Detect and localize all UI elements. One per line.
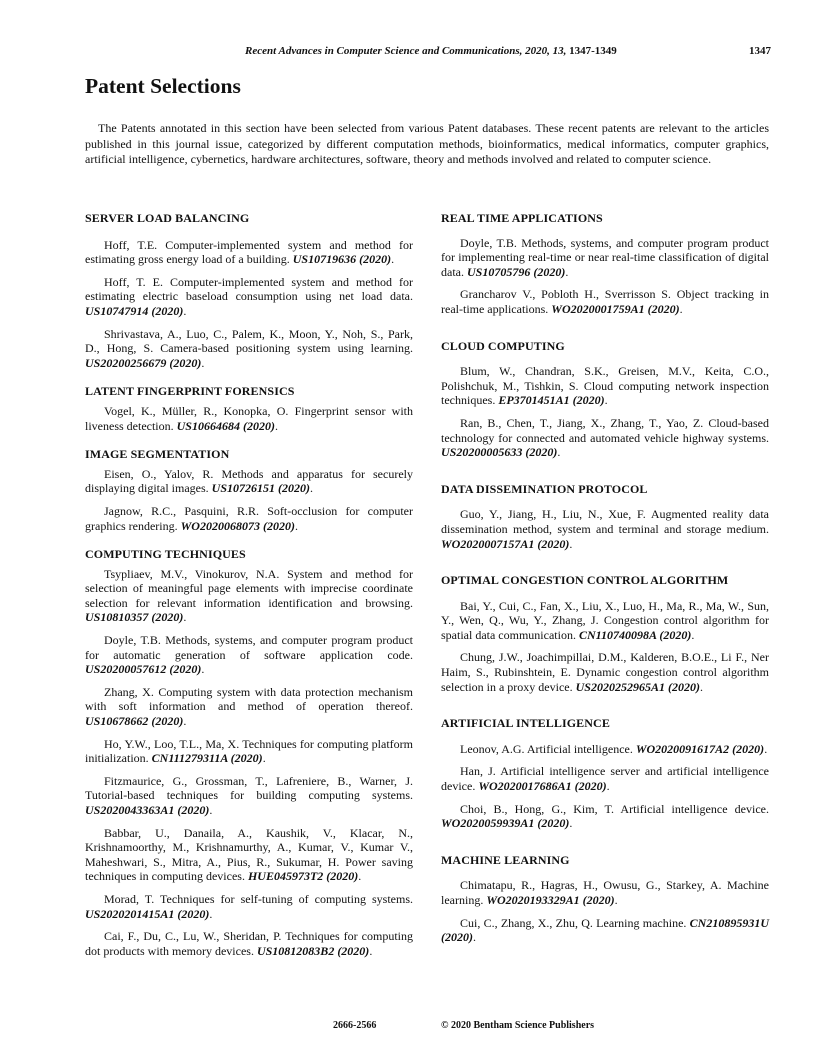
patent-section	[441, 211, 769, 317]
patent-entry: Vogel, K., Müller, R., Konopka, O. Fingerprint sensor with liveness detection. US10664684 (2020).	[85, 403, 413, 433]
entry-text: Bai, Y., Cui, C., Fan, X., Liu, X., Luo, H., Ma, R., Ma, W., Sun, Y., Wen, Q., Wu, Y., Zhang, J. Congestion control algorithm for spatial data communication.	[441, 598, 769, 642]
intro-paragraph: The Patents annotated in this section have been selected from various Patent databases. These recent patents are relevant to the articles published in this journal issue, categorized by different computation methods, bioinformatics, medical informatics, computer graphics, artificial intelligence, cybernetics, hardware architectures, software, theory and methods involved and related to computer science.	[85, 121, 769, 166]
patent-number: WO2020059939A1 (2020)	[441, 816, 570, 831]
patent-entry: Guo, Y., Jiang, H., Liu, N., Xue, F. Augmented reality data dissemination method, system and terminal and storage medium. WO2020007157A1 (2020).	[441, 507, 769, 551]
patent-number: WO2020091617A2 (2020)	[635, 741, 765, 756]
footer-copyright: © 2020 Bentham Science Publishers	[441, 1020, 595, 1031]
entry-text: Fitzmaurice, G., Grossman, T., Lafreniere, B., Warner, J. Tutorial-based techniques for building computing systems.	[85, 773, 413, 803]
section-heading: DATA DISSEMINATION PROTOCOL	[441, 481, 648, 496]
patent-entry: Doyle, T.B. Methods, systems, and computer program product for automatic generation of software application code. US20200057612 (2020).	[85, 633, 413, 677]
patent-section	[441, 716, 769, 831]
entry-text: Han, J. Artificial intelligence server and artificial intelligence device.	[441, 764, 769, 794]
patent-number: US10810357 (2020)	[85, 610, 184, 625]
patent-entry: Jagnow, R.C., Pasquini, R.R. Soft-occlusion for computer graphics rendering. WO2020068073 (2020).	[85, 503, 413, 533]
journal-year: 2020,	[525, 45, 550, 57]
entry-text: Ran, B., Chen, T., Jiang, X., Zhang, T., Yao, Z. Cloud-based technology for connected and automated vehicle highway systems.	[441, 415, 769, 445]
entry-text: Zhang, X. Computing system with data protection mechanism with soft information and method of operation thereof.	[85, 684, 413, 714]
patent-number: US2020043363A1 (2020)	[85, 803, 210, 817]
entry-text: Vogel, K., Müller, R., Konopka, O. Fingerprint sensor with liveness detection.	[85, 403, 413, 433]
patent-number: CN110740098A (2020)	[578, 627, 692, 642]
journal-volume: 13,	[552, 45, 567, 57]
patent-entry: Hoff, T. E. Computer-implemented system and method for estimating electric baseload consumption using net load data. US10747914 (2020).	[85, 274, 413, 318]
page-title: Patent Selections	[85, 74, 241, 98]
entry-text: Doyle, T.B. Methods, systems, and computer program product for automatic generation of software application code.	[85, 633, 413, 662]
patent-number: US2020201415A1 (2020)	[85, 906, 210, 921]
entry-text: Hoff, T. E. Computer-implemented system and method for estimating electric baseload consumption using net load data.	[85, 274, 413, 304]
patent-section	[85, 211, 413, 370]
patent-section	[85, 447, 413, 533]
journal-pages: 1347-1349	[569, 45, 617, 57]
entry-text: Doyle, T.B. Methods, systems, and computer program product for implementing real-time or near real-time classification of digital data.	[441, 235, 769, 279]
patent-entry: Fitzmaurice, G., Grossman, T., Lafreniere, B., Warner, J. Tutorial-based techniques for building computing systems. US2020043363A1 (2020).	[85, 773, 413, 817]
entry-text: Ho, Y.W., Loo, T.L., Ma, X. Techniques for computing platform initialization.	[85, 736, 413, 766]
patent-entry: Chung, J.W., Joachimpillai, D.M., Kalderen, B.O.E., Li F., Ner Haim, S., Rubinshtein, E. Dynamic congestion control algorithm selection in a proxy device. US2020252965A1 (2020).	[441, 650, 769, 694]
patent-section	[441, 573, 769, 694]
patent-entry: Shrivastava, A., Luo, C., Palem, K., Moon, Y., Noh, S., Park, D., Hong, S. Camera-based positioning system using learning. US20200256679 (2020).	[85, 326, 413, 370]
entry-text: Tsypliaev, M.V., Vinokurov, N.A. System and method for selection of meaningful page elements with imprecise coordinate selection for relevant information identification and browsing.	[85, 566, 413, 610]
patent-number: WO2020017686A1 (2020)	[478, 779, 607, 794]
page-number: 1347	[749, 45, 771, 57]
patent-number: US10812083B2 (2020)	[256, 943, 370, 958]
patent-section	[85, 384, 413, 433]
patent-entry: Cui, C., Zhang, X., Zhu, Q. Learning machine. CN210895931U (2020).	[441, 915, 769, 945]
section-heading: LATENT FINGERPRINT FORENSICS	[85, 384, 295, 399]
patent-entry: Morad, T. Techniques for self-tuning of computing systems. US2020201415A1 (2020).	[85, 891, 413, 921]
entry-text: Jagnow, R.C., Pasquini, R.R. Soft-occlusion for computer graphics rendering.	[85, 503, 413, 533]
section-heading: CLOUD COMPUTING	[441, 338, 565, 353]
entry-text: Chimatapu, R., Hagras, H., Owusu, G., Starkey, A. Machine learning.	[441, 878, 769, 907]
patent-entry: Chimatapu, R., Hagras, H., Owusu, G., Starkey, A. Machine learning. WO2020193329A1 (2020).	[441, 878, 769, 907]
section-heading: SERVER LOAD BALANCING	[85, 211, 250, 225]
patent-number: US20200256679 (2020)	[85, 355, 202, 370]
entry-text: Blum, W., Chandran, S.K., Greisen, M.V., Keita, C.O., Polishchuk, M., Tishkin, S. Cloud computing network inspection techniques.	[441, 364, 769, 408]
section-heading: ARTIFICIAL INTELLIGENCE	[441, 716, 610, 731]
entry-text: Cai, F., Du, C., Lu, W., Sheridan, P. Techniques for computing dot products with memory devices.	[85, 929, 413, 958]
section-heading: MACHINE LEARNING	[441, 852, 570, 867]
patent-number: US20200057612 (2020)	[85, 662, 202, 677]
patent-entry: Leonov, A.G. Artificial intelligence. WO2020091617A2 (2020).	[460, 741, 768, 756]
patent-number: US10705796 (2020)	[467, 264, 566, 279]
patent-entry: Choi, B., Hong, G., Kim, T. Artificial intelligence device. WO2020059939A1 (2020).	[441, 801, 769, 831]
entry-text: Cui, C., Zhang, X., Zhu, Q. Learning machine.	[460, 915, 690, 930]
patent-number: HUE045973T2 (2020)	[247, 869, 359, 884]
entry-text: Eisen, O., Yalov, R. Methods and apparatus for securely displaying digital images.	[85, 466, 413, 496]
entry-text: Guo, Y., Jiang, H., Liu, N., Xue, F. Augmented reality data dissemination method, system and terminal and storage medium.	[441, 507, 769, 536]
patent-entry: Grancharov V., Pobloth H., Sverrisson S. Object tracking in real-time applications. WO2020001759A1 (2020).	[441, 287, 769, 316]
entry-text: Shrivastava, A., Luo, C., Palem, K., Moon, Y., Noh, S., Park, D., Hong, S. Camera-based positioning system using learning.	[85, 326, 413, 356]
patent-number: EP3701451A1 (2020)	[498, 393, 605, 408]
entry-text: Babbar, U., Danaila, A., Kaushik, V., Klacar, N., Krishnamoorthy, M., Krishnamurthy, A., Kumar, V., Kumar V., Maheshwari, S., Mitra, A., Pius, R., Sukumar, H. Power saving techniques in computing devices.	[85, 825, 413, 884]
patent-number: CN210895931U (2020)	[441, 915, 769, 945]
right-column	[441, 211, 769, 953]
patent-entry: Doyle, T.B. Methods, systems, and computer program product for implementing real-time or near real-time classification of digital data. US10705796 (2020).	[441, 235, 769, 279]
section-heading: REAL TIME APPLICATIONS	[441, 211, 603, 225]
patent-entry: Eisen, O., Yalov, R. Methods and apparatus for securely displaying digital images. US10726151 (2020).	[85, 466, 413, 496]
patent-section	[441, 853, 769, 945]
patent-number: WO2020068073 (2020)	[180, 518, 295, 533]
patent-entry: Cai, F., Du, C., Lu, W., Sheridan, P. Techniques for computing dot products with memory devices. US10812083B2 (2020).	[85, 929, 413, 958]
patent-entry: Han, J. Artificial intelligence server and artificial intelligence device. WO2020017686A1 (2020).	[441, 764, 769, 794]
footer-issn: 2666-2566	[333, 1020, 377, 1031]
patent-entry: Babbar, U., Danaila, A., Kaushik, V., Klacar, N., Krishnamoorthy, M., Krishnamurthy, A., Kumar, V., Kumar V., Maheshwari, S., Mitra, A., Pius, R., Sukumar, H. Power saving techniques in computing devices. HUE045973T2 (2020).	[85, 825, 413, 884]
patent-section	[441, 339, 769, 460]
patent-entry: Ho, Y.W., Loo, T.L., Ma, X. Techniques for computing platform initialization. CN111279311A (2020).	[85, 736, 413, 766]
patent-entry: Tsypliaev, M.V., Vinokurov, N.A. System and method for selection of meaningful page elements with imprecise coordinate selection for relevant information identification and browsing. US10810357 (2020).	[85, 566, 413, 625]
patent-number: US10664684 (2020)	[176, 418, 275, 433]
patent-number: WO2020001759A1 (2020)	[551, 301, 680, 316]
patent-number: WO2020193329A1 (2020)	[486, 893, 615, 907]
journal-name: Recent Advances in Computer Science and Communications,	[245, 45, 523, 57]
patent-section	[85, 547, 413, 958]
patent-section	[441, 482, 769, 551]
entry-text: Hoff, T.E. Computer-implemented system and method for estimating gross energy load of a building.	[85, 237, 413, 267]
patent-number: WO2020007157A1 (2020)	[441, 536, 570, 551]
entry-text: Grancharov V., Pobloth H., Sverrisson S. Object tracking in real-time applications.	[441, 287, 769, 316]
entry-text: Choi, B., Hong, G., Kim, T. Artificial intelligence device.	[460, 801, 769, 816]
section-heading: COMPUTING TECHNIQUES	[85, 547, 246, 562]
left-column	[85, 211, 413, 966]
entry-text: Leonov, A.G. Artificial intelligence.	[460, 741, 636, 756]
journal-citation	[245, 45, 617, 57]
patent-entry: Zhang, X. Computing system with data protection mechanism with soft information and method of operation thereof. US10678662 (2020).	[85, 684, 413, 729]
patent-entry: Hoff, T.E. Computer-implemented system and method for estimating gross energy load of a building. US10719636 (2020).	[85, 237, 413, 267]
section-heading: OPTIMAL CONGESTION CONTROL ALGORITHM	[441, 573, 729, 588]
patent-entry: Ran, B., Chen, T., Jiang, X., Zhang, T., Yao, Z. Cloud-based technology for connected and automated vehicle highway systems. US20200005633 (2020).	[441, 415, 769, 460]
patent-number: US10719636 (2020)	[292, 252, 392, 267]
patent-number: CN111279311A (2020)	[151, 751, 263, 766]
patent-entry: Bai, Y., Cui, C., Fan, X., Liu, X., Luo, H., Ma, R., Ma, W., Sun, Y., Wen, Q., Wu, Y., Zhang, J. Congestion control algorithm for spatial data communication. CN110740098A (2020).	[441, 598, 769, 642]
section-heading: IMAGE SEGMENTATION	[85, 447, 230, 462]
entry-text: Morad, T. Techniques for self-tuning of computing systems.	[104, 891, 413, 906]
patent-number: US10726151 (2020)	[211, 481, 310, 496]
patent-number: US2020252965A1 (2020)	[575, 679, 700, 694]
patent-number: US20200005633 (2020)	[441, 445, 558, 460]
entry-text: Chung, J.W., Joachimpillai, D.M., Kalderen, B.O.E., Li F., Ner Haim, S., Rubinshtein, E. Dynamic congestion control algorithm selection in a proxy device.	[441, 650, 769, 694]
patent-entry: Blum, W., Chandran, S.K., Greisen, M.V., Keita, C.O., Polishchuk, M., Tishkin, S. Cloud computing network inspection techniques. EP3701451A1 (2020).	[441, 364, 769, 408]
patent-number: US10747914 (2020)	[85, 303, 184, 318]
patent-number: US10678662 (2020)	[85, 714, 184, 729]
